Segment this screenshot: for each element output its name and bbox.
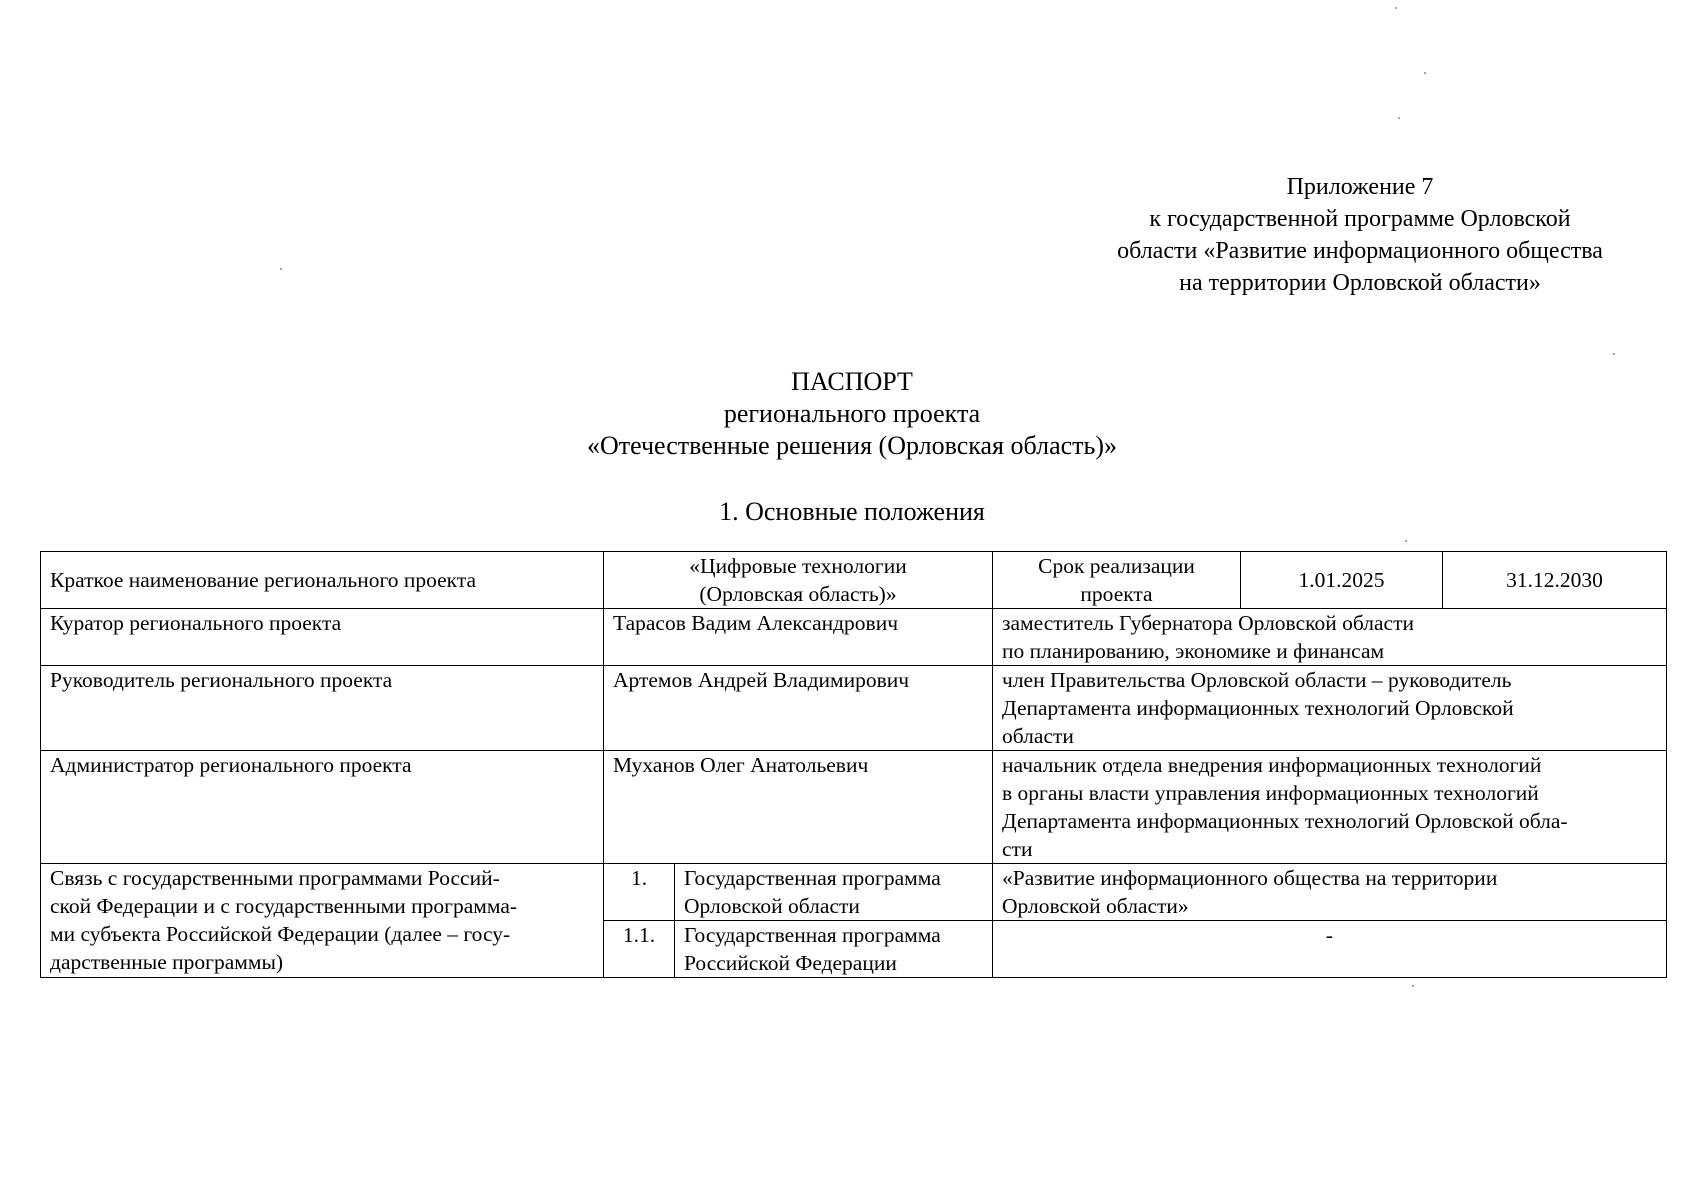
- program-number: 1.1.: [604, 921, 675, 978]
- scan-speck: [1398, 117, 1400, 119]
- short-name-value: [604, 552, 993, 609]
- passport-heading: ПАСПОРТ: [791, 367, 913, 396]
- table-row-admin: [41, 751, 1667, 864]
- curator-name: Тарасов Вадим Александрович: [604, 609, 993, 666]
- program-value-line: Орловской области»: [1002, 894, 1189, 918]
- programs-label-line: дарственные программы): [50, 950, 284, 974]
- programs-label: [41, 864, 604, 978]
- curator-position-line: заместитель Губернатора Орловской области: [1002, 611, 1414, 635]
- head-position-line: член Правительства Орловской области – руководитель: [1002, 668, 1512, 692]
- program-type: [675, 864, 993, 921]
- table-row-programs: [41, 864, 1667, 921]
- program-type: [675, 921, 993, 978]
- term-label-line: Срок реализации: [1038, 554, 1195, 578]
- short-name-value-line: «Цифровые технологии: [689, 554, 907, 578]
- project-passport-table: [40, 551, 1667, 978]
- start-date: 1.01.2025: [1241, 552, 1443, 609]
- head-name: Артемов Андрей Владимирович: [604, 666, 993, 751]
- programs-label-line: ской Федерации и с государственными программа-: [50, 894, 518, 918]
- admin-position-line: в органы власти управления информационных технологий: [1002, 781, 1539, 805]
- appendix-line: на территории Орловской области»: [1179, 270, 1541, 296]
- admin-position-line: сти: [1002, 837, 1033, 861]
- appendix-line: к государственной программе Орловской: [1149, 206, 1571, 232]
- head-position: [993, 666, 1667, 751]
- admin-name: Муханов Олег Анатольевич: [604, 751, 993, 864]
- program-value-line: «Развитие информационного общества на территории: [1002, 866, 1498, 890]
- curator-label: Куратор регионального проекта: [41, 609, 604, 666]
- scan-speck: [1613, 353, 1615, 355]
- appendix-line: Приложение 7: [1286, 174, 1434, 200]
- admin-position-line: Департамента информационных технологий Орловской обла-: [1002, 809, 1568, 833]
- head-label: Руководитель регионального проекта: [41, 666, 604, 751]
- term-label-line: проекта: [1080, 582, 1153, 606]
- table-row-short-name: [41, 552, 1667, 609]
- head-position-line: Департамента информационных технологий Орловской: [1002, 696, 1514, 720]
- end-date: 31.12.2030: [1443, 552, 1667, 609]
- table-row-curator: [41, 609, 1667, 666]
- scan-speck: [1395, 7, 1397, 9]
- program-type-line: Орловской области: [684, 894, 860, 918]
- scan-speck: [1412, 985, 1414, 987]
- curator-position: [993, 609, 1667, 666]
- head-position-line: области: [1002, 724, 1074, 748]
- appendix-note: [1060, 171, 1660, 299]
- admin-label: Администратор регионального проекта: [41, 751, 604, 864]
- table-row-head: [41, 666, 1667, 751]
- admin-position: [993, 751, 1667, 864]
- term-label: [993, 552, 1241, 609]
- short-name-label: Краткое наименование регионального проекта: [41, 552, 604, 609]
- programs-label-line: ми субъекта Российской Федерации (далее – госу-: [50, 922, 511, 946]
- program-type-line: Государственная программа: [684, 866, 941, 890]
- appendix-line: области «Развитие информационного общества: [1117, 238, 1603, 264]
- scan-speck: [1405, 540, 1407, 542]
- scan-speck: [280, 268, 282, 270]
- program-value-line: -: [1325, 923, 1334, 947]
- programs-label-line: Связь с государственными программами Россий-: [50, 866, 500, 890]
- short-name-value-line: (Орловская область)»: [699, 582, 897, 606]
- program-number: 1.: [604, 864, 675, 921]
- document-title: [0, 366, 1704, 462]
- program-type-line: Государственная программа: [684, 923, 941, 947]
- project-name: «Отечественные решения (Орловская область)»: [586, 431, 1118, 460]
- scan-speck: [1424, 72, 1426, 74]
- program-value: [993, 921, 1667, 978]
- admin-position-line: начальник отдела внедрения информационных технологий: [1002, 753, 1542, 777]
- program-type-line: Российской Федерации: [684, 951, 897, 975]
- section-heading: 1. Основные положения: [719, 497, 985, 526]
- passport-subtitle: регионального проекта: [723, 399, 981, 428]
- curator-position-line: по планированию, экономике и финансам: [1002, 639, 1385, 663]
- program-value: [993, 864, 1667, 921]
